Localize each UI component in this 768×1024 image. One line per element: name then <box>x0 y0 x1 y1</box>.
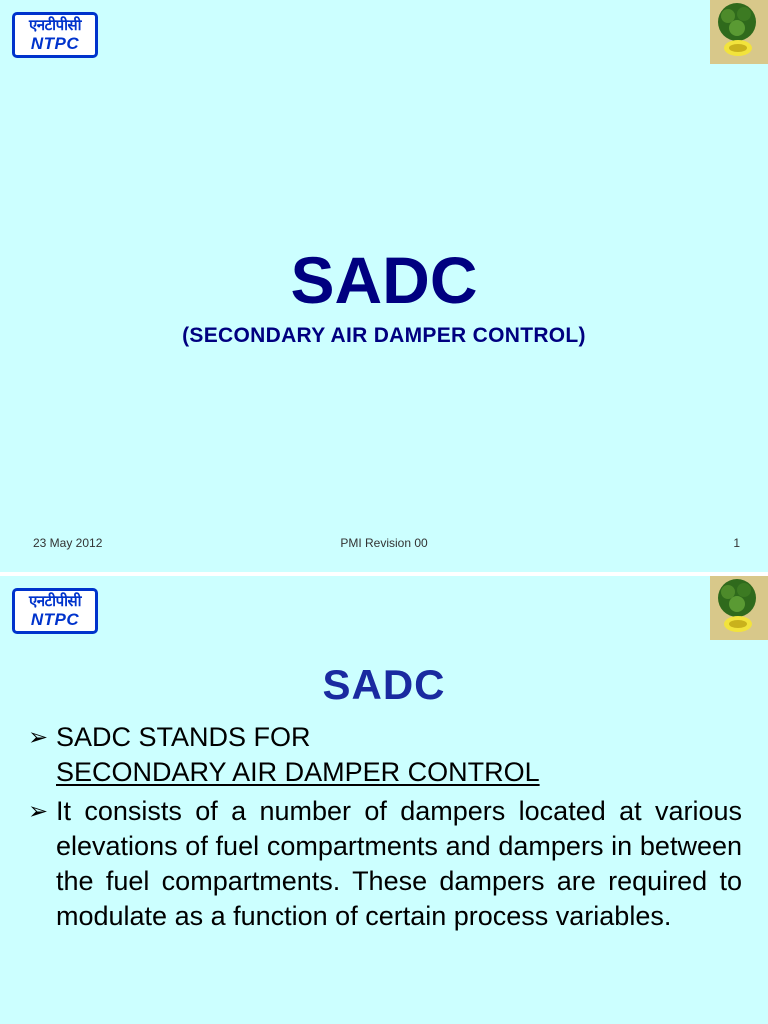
slide-1-subtitle: (SECONDARY AIR DAMPER CONTROL) <box>182 324 586 347</box>
footer-revision: PMI Revision 00 <box>340 536 428 550</box>
bullet-list <box>28 720 742 934</box>
bullet-item <box>28 794 742 934</box>
arrow-bullet-icon: ➢ <box>28 723 49 751</box>
ntpc-logo <box>12 12 98 58</box>
slide-2 <box>0 576 768 1024</box>
emblem-icon <box>710 0 768 64</box>
slide-2-title: SADC <box>322 661 446 708</box>
ntpc-logo-latin: NTPC <box>30 34 80 53</box>
ntpc-logo-hindi: एनटीपीसी <box>29 592 81 610</box>
footer-date: 23 May 2012 <box>33 536 103 550</box>
bullet-text: SADC STANDS FOR <box>56 722 311 752</box>
bullet-text: It consists of a number of dampers located at various elevations of fuel compartments and dampers in between the fuel compartments. These dampers are required to modulate as a function of certain process variables. <box>56 796 742 931</box>
emblem-icon <box>710 576 768 640</box>
arrow-bullet-icon: ➢ <box>28 797 49 825</box>
ntpc-logo-hindi: एनटीपीसी <box>29 16 81 34</box>
bullet-subtext: SECONDARY AIR DAMPER CONTROL <box>56 757 540 787</box>
ntpc-logo-latin: NTPC <box>30 610 80 629</box>
footer-page-number: 1 <box>733 536 740 550</box>
bullet-item <box>28 720 742 790</box>
ntpc-logo <box>12 588 98 634</box>
slide-1-title: SADC <box>290 243 478 317</box>
